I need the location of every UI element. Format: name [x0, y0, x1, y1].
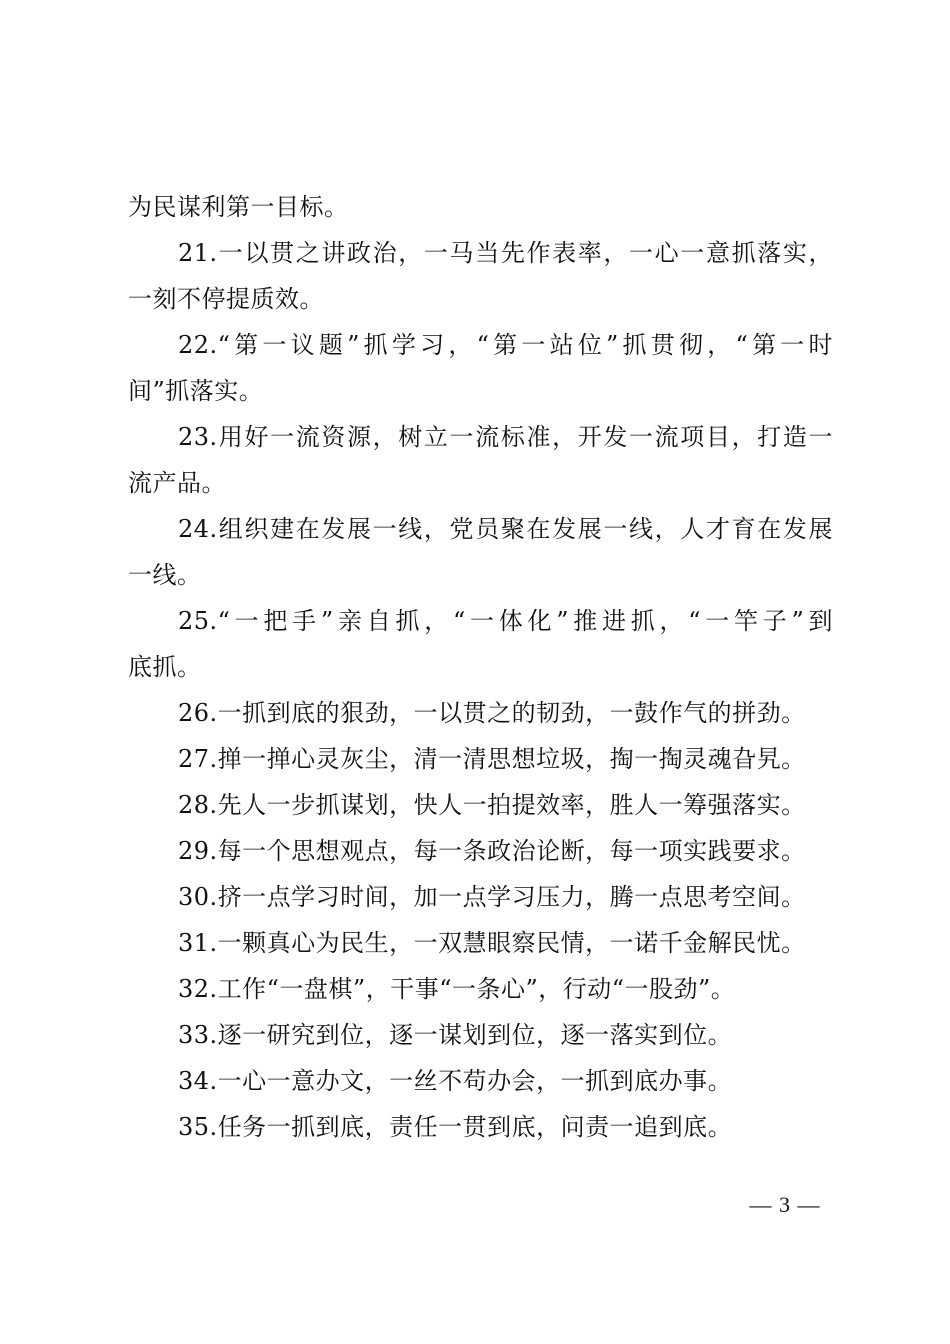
- text-line: 一线。: [128, 561, 202, 589]
- text-line: 34.一心一意办文，一丝不苟办会，一抓到底办事。: [178, 1067, 733, 1095]
- text-line: 26.一抓到底的狠劲，一以贯之的韧劲，一鼓作气的拼劲。: [178, 699, 806, 727]
- text-line: 30.挤一点学习时间，加一点学习压力，腾一点思考空间。: [178, 883, 806, 911]
- text-line: 间”抓落实。: [128, 377, 264, 405]
- text-line: 32.工作“一盘棋”，干事“一条心”，行动“一股劲”。: [178, 975, 736, 1003]
- text-line: 31.一颗真心为民生，一双慧眼察民情，一诺千金解民忧。: [178, 929, 806, 957]
- text-line: 29.每一个思想观点，每一条政治论断，每一项实践要求。: [178, 837, 806, 865]
- text-line: 一刻不停提质效。: [128, 285, 324, 313]
- text-line: 27.掸一掸心灵灰尘，清一清思想垃圾，掏一掏灵魂旮旯。: [178, 745, 806, 773]
- text-line: 28.先人一步抓谋划，快人一拍提效率，胜人一筹强落实。: [178, 791, 806, 819]
- text-line: 22.“第一议题”抓学习，“第一站位”抓贯彻，“第一时: [178, 331, 833, 359]
- page-number: — 3 —: [749, 1192, 821, 1217]
- text-line: 底抓。: [128, 653, 202, 681]
- text-line: 流产品。: [128, 469, 226, 497]
- text-line: 25.“一把手”亲自抓，“一体化”推进抓，“一竿子”到: [178, 607, 833, 635]
- text-line: 23.用好一流资源，树立一流标准，开发一流项目，打造一: [178, 423, 833, 451]
- text-line: 35.任务一抓到底，责任一贯到底，问责一追到底。: [178, 1113, 733, 1141]
- text-line: 33.逐一研究到位，逐一谋划到位，逐一落实到位。: [178, 1021, 733, 1049]
- text-line: 为民谋利第一目标。: [128, 193, 349, 221]
- text-line: 24.组织建在发展一线，党员聚在发展一线，人才育在发展: [178, 515, 833, 543]
- text-line: 21.一以贯之讲政治，一马当先作表率，一心一意抓落实，: [178, 239, 833, 267]
- body-text: [128, 184, 833, 1150]
